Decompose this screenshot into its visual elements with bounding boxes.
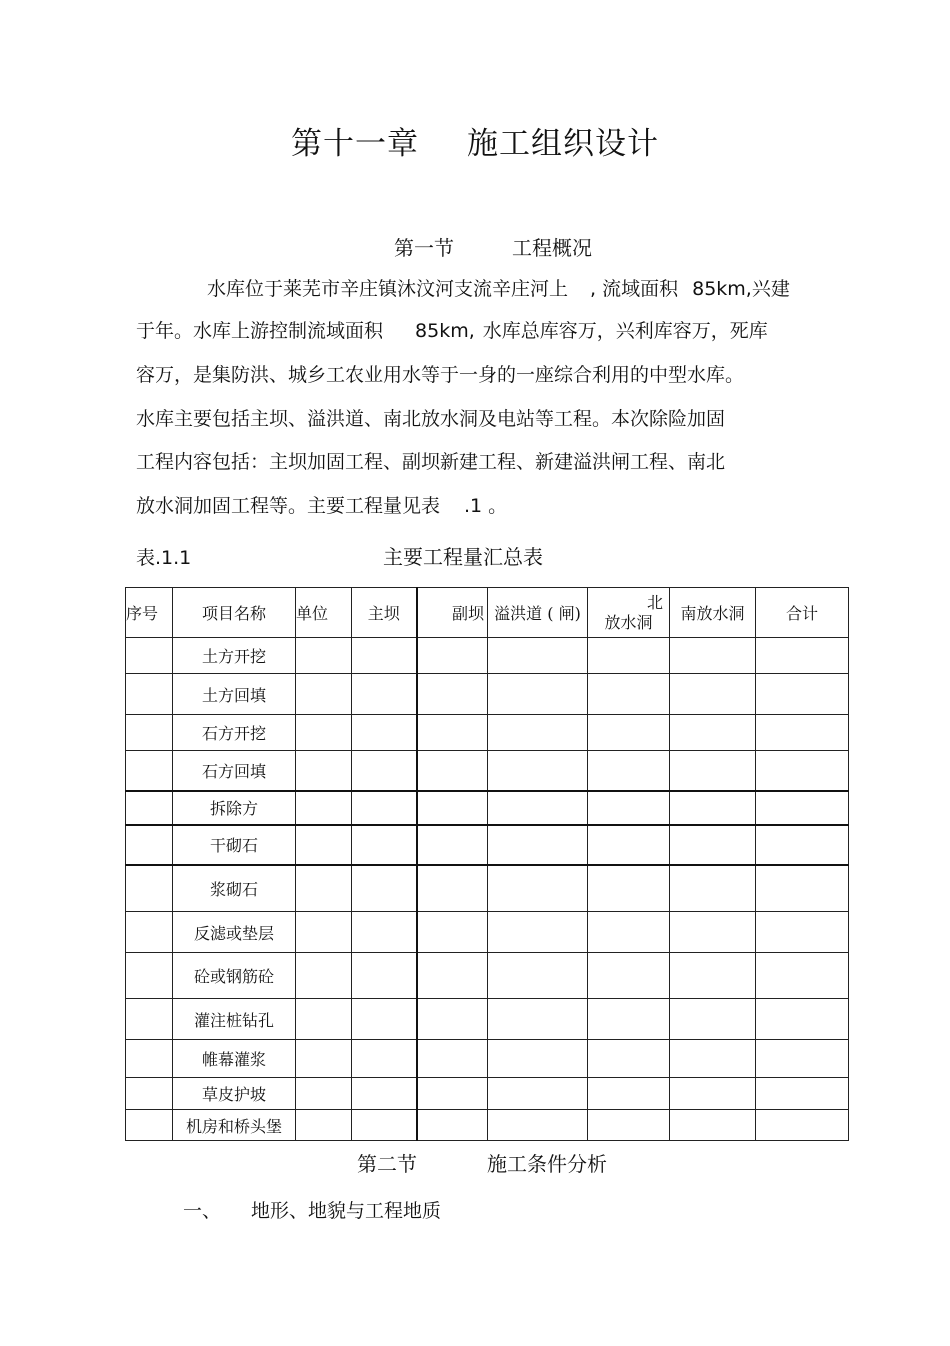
header-main-dam: 主坝 [352,588,417,638]
row-item-name: 帷幕灌浆 [173,1040,296,1078]
section-1-number: 第一节 [394,236,454,260]
table-row [126,1078,849,1110]
paragraph-line-6 [136,497,507,516]
paragraph-line-6-table-ref: .1 。 [464,495,508,517]
header-north-top: 北 [646,592,663,612]
header-seq: 序号 [126,588,173,638]
row-item-name: 浆砌石 [173,865,296,912]
table-row [126,715,849,751]
paragraph-line-1 [207,280,790,299]
table-caption-number: 表.1.1 [136,547,192,569]
paragraph-line-1-area-value: 85km,兴建 [692,278,790,300]
table-row [126,1110,849,1141]
row-item-name: 石方回填 [173,751,296,791]
table-row [126,751,849,791]
paragraph-line-5: 工程内容包括：主坝加固工程、副坝新建工程、新建溢洪闸工程、南北 [136,451,726,473]
row-item-name: 灌注桩钻孔 [173,999,296,1040]
paragraph-line-2-text: 于年。水库上游控制流域面积 [136,320,384,342]
table-row [126,912,849,953]
header-total: 合计 [756,588,849,638]
subheading-number: 一、 [183,1200,222,1222]
paragraph-line-4: 水库主要包括主坝、溢洪道、南北放水洞及电站等工程。本次除险加固 [136,408,726,430]
row-item-name: 土方回填 [173,674,296,715]
header-south-outlet: 南放水洞 [670,588,756,638]
row-item-name: 干砌石 [173,825,296,865]
row-item-name: 石方开挖 [173,715,296,751]
section-2-number: 第二节 [357,1152,417,1176]
header-north-outlet [588,588,670,638]
header-spillway: 溢洪道 ( 闸) [488,588,588,638]
table-row [126,999,849,1040]
section-2-title: 施工条件分析 [487,1152,607,1176]
table-row [126,638,849,674]
table-header-row [126,588,849,638]
table-row [126,953,849,999]
row-item-name: 拆除方 [173,791,296,825]
row-item-name: 反滤或垫层 [173,912,296,953]
chapter-number: 第十一章 [291,126,419,162]
row-item-name: 草皮护坡 [173,1078,296,1110]
subheading-title: 地形、地貌与工程地质 [251,1200,442,1222]
header-aux-dam: 副坝 [417,588,488,638]
paragraph-line-1-area-label: , 流域面积 [590,278,679,300]
header-north-bottom: 放水洞 [604,612,653,632]
paragraph-line-2-area-value: 85km, [415,320,475,342]
paragraph-line-3: 容万，是集防洪、城乡工农业用水等于一身的一座综合利用的中型水库。 [136,364,745,386]
chapter-name: 施工组织设计 [467,126,659,162]
header-unit: 单位 [296,588,352,638]
paragraph-line-2-capacity: 水库总库容万，兴利库容万，死库 [482,320,768,342]
section-2-heading [357,1148,607,1177]
subheading-terrain [183,1196,441,1223]
section-1-heading [394,232,592,261]
table-row [126,865,849,912]
paragraph-line-2 [136,322,768,341]
table-caption-title: 主要工程量汇总表 [383,545,543,569]
table-row [126,791,849,825]
chapter-title [0,118,950,163]
row-item-name: 土方开挖 [173,638,296,674]
quantities-table [125,587,849,1141]
paragraph-line-1-text: 水库位于莱芜市辛庄镇沐汶河支流辛庄河上 [207,278,569,300]
row-item-name: 砼或钢筋砼 [173,953,296,999]
table-row [126,674,849,715]
paragraph-line-6-text: 放水洞加固工程等。主要工程量见表 [136,495,441,517]
section-1-title: 工程概况 [512,236,592,260]
table-row [126,825,849,865]
table-row [126,1040,849,1078]
header-item-name: 项目名称 [173,588,296,638]
row-item-name: 机房和桥头堡 [173,1110,296,1141]
